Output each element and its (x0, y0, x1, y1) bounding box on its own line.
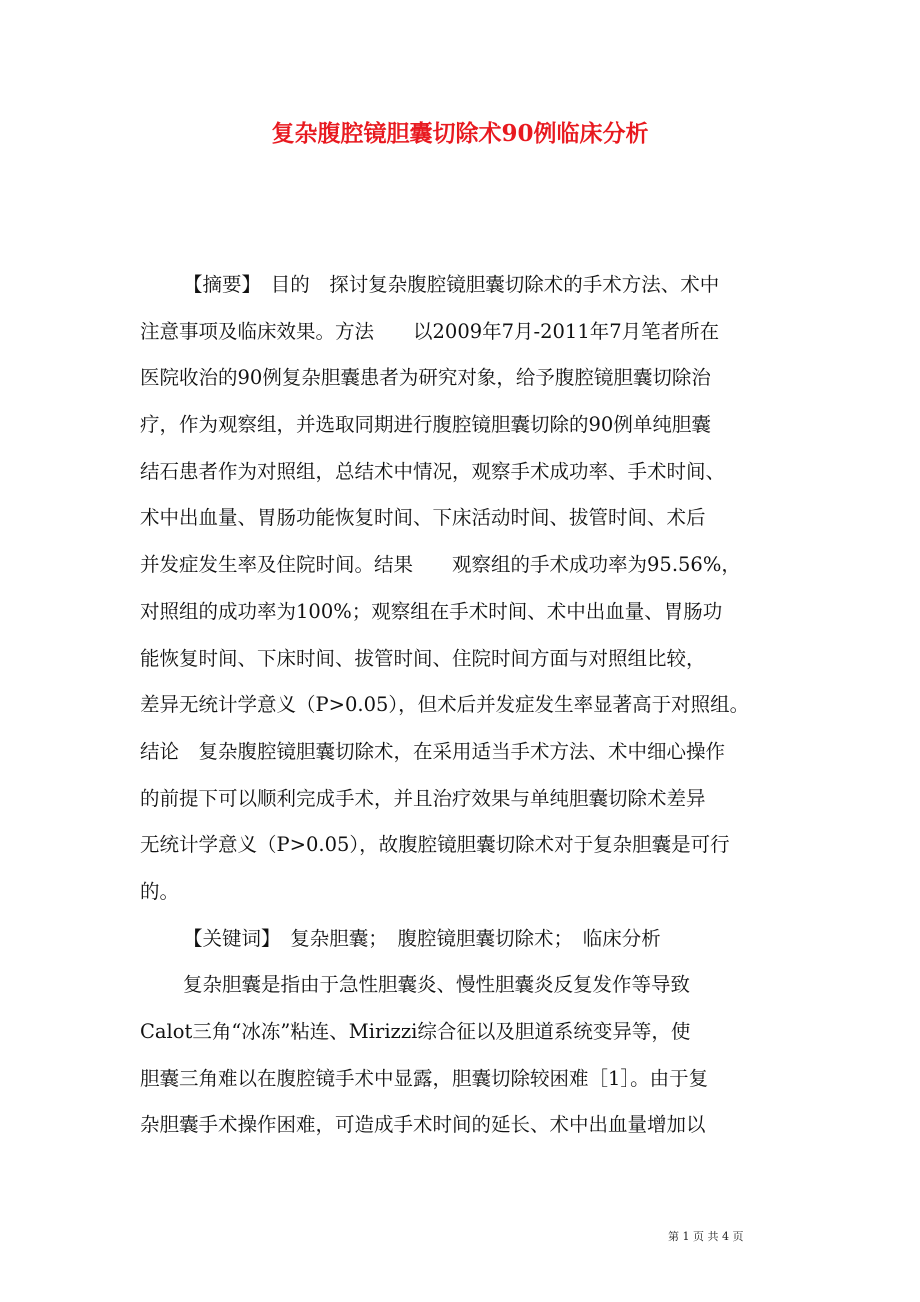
text-line: 的。 (140, 879, 180, 903)
text-line: 医院收治的90例复杂胆囊患者为研究对象，给予腹腔镜胆囊切除治 (140, 366, 711, 390)
text-line: 结论 复杂腹腔镜胆囊切除术，在采用适当手术方法、术中细心操作 (140, 739, 726, 763)
text-line: 复杂胆囊是指由于急性胆囊炎、慢性胆囊炎反复发作等导致 (183, 973, 691, 997)
document-body (140, 262, 790, 1149)
text-line: Calot三角“冰冻”粘连、Mirizzi综合征以及胆道系统变异等，使 (140, 1020, 691, 1043)
text-line: 并发症发生率及住院时间。结果 观察组的手术成功率为95.56%， (140, 553, 741, 577)
text-line: 【关键词】 复杂胆囊； 腹腔镜胆囊切除术； 临床分析 (183, 926, 661, 950)
text-line: 结石患者作为对照组，总结术中情况，观察手术成功率、手术时间、 (140, 459, 726, 483)
text-line: 疗，作为观察组，并选取同期进行腹腔镜胆囊切除的90例单纯胆囊 (140, 413, 711, 437)
text-line: 术中出血量、胃肠功能恢复时间、下床活动时间、拔管时间、术后 (140, 506, 706, 530)
text-line: 差异无统计学意义（P>0.05），但术后并发症发生率显著高于对照组。 (140, 693, 750, 717)
text-line: 胆囊三角难以在腹腔镜手术中显露，胆囊切除较困难［1］。由于复 (140, 1066, 709, 1090)
text-line: 能恢复时间、下床时间、拔管时间、住院时间方面与对照组比较， (140, 646, 706, 670)
document-title: 复杂腹腔镜胆囊切除术90例临床分析 (271, 120, 649, 147)
text-line: 注意事项及临床效果。方法 以2009年7月-2011年7月笔者所在 (140, 319, 720, 343)
text-line: 无统计学意义（P>0.05），故腹腔镜胆囊切除术对于复杂胆囊是可行 (140, 833, 730, 857)
text-line: 【摘要】 目的 探讨复杂腹腔镜胆囊切除术的手术方法、术中 (183, 273, 720, 296)
text-line: 的前提下可以顺利完成手术，并且治疗效果与单纯胆囊切除术差异 (140, 786, 706, 810)
text-line: 杂胆囊手术操作困难，可造成手术时间的延长、术中出血量增加以 (140, 1113, 706, 1137)
text-line: 对照组的成功率为100%；观察组在手术时间、术中出血量、胃肠功 (140, 599, 723, 623)
page-footer: 第 1 页 共 4 页 (668, 1230, 744, 1243)
